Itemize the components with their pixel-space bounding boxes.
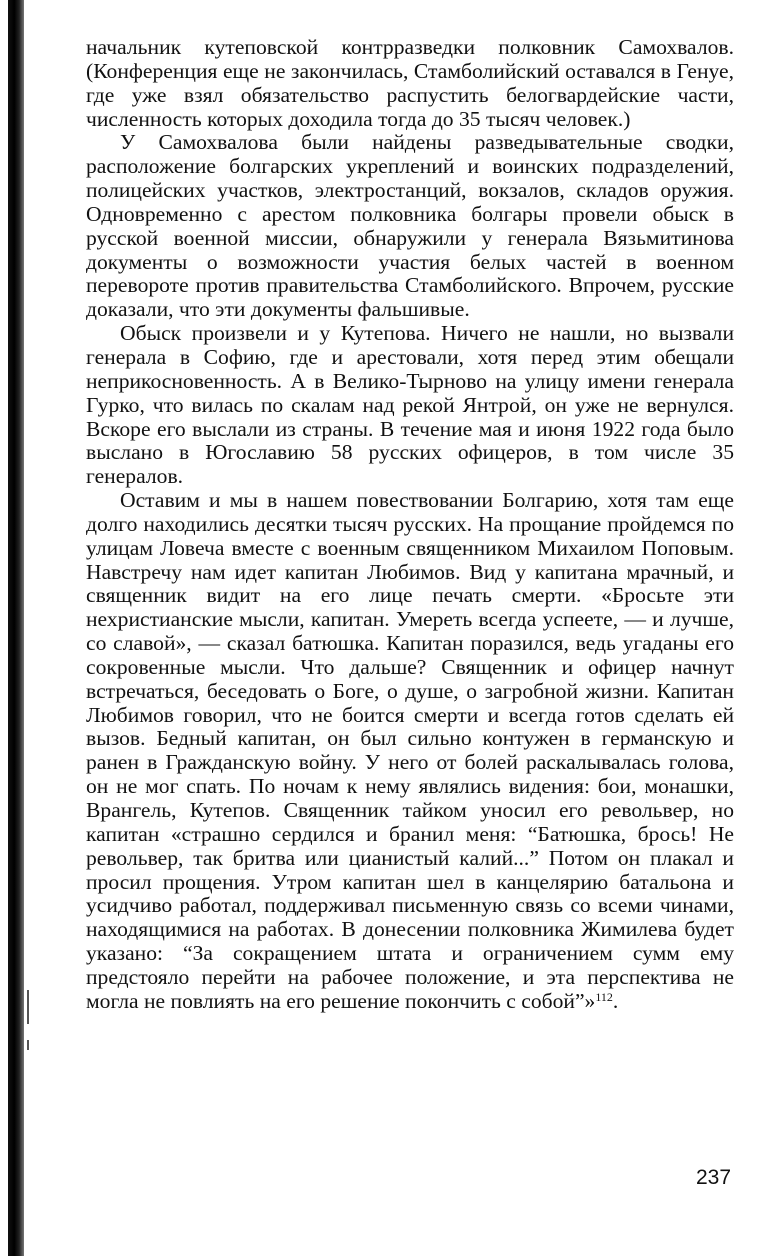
paragraph-4 [86, 489, 734, 1014]
paragraph-4-trailing-punctuation: . [612, 988, 619, 1013]
paragraph-2: У Самохвалова были найдены разведывательные сводки, расположение болгарских укреплений и воинских подразделений, полицейских участков, электростанций, вокзалов, складов оружия. Одновременно с арестом полковника болгары провели обыск в русской военной миссии, обнаружили у генерала Вязьмитинова документы о возможности участия белых частей в военном перевороте против правительства Стамболийского. Впрочем, русские доказали, что эти документы фальшивые. [86, 130, 734, 322]
page-binding-edge [8, 0, 24, 1256]
paragraph-4-text: Оставим и мы в нашем повествовании Болгарию, хотя там еще долго находились десятки тысяч русских. На прощание пройдемся по улицам Ловеча вместе с военным священником Михаилом Поповым. Навстречу нам идет капитан Любимов. Вид у капитана мрачный, и священник видит на его лице печать смерти. «Бросьте эти нехристианские мысли, капитан. Умереть всегда успеете, — и лучше, со славой», — сказал батюшка. Капитан поразился, ведь угаданы его сокровенные мысли. Что дальше? Священник и офицер начнут встречаться, беседовать о Боге, о душе, о загробной жизни. Капитан Любимов говорил, что не боится смерти и всегда готов сделать ей вызов. Бедный капитан, он был сильно контужен в германскую и ранен в Гражданскую войну. У него от болей раскалывалась голова, он не мог спать. По ночам к нему являлись видения: бои, монашки, Врангель, Кутепов. Священник тайком уносил его револьвер, но капитан «страшно сердился и бранил меня: “Батюшка, брось! Не револьвер, так бритва или цианистый калий...” Потом он плакал и просил прощения. Утром капитан шел в канцелярию батальона и усидчиво работал, поддерживал письменную связь со всеми чинами, находящимися на работах. В донесении полковника Жимилева будет указано: “За сокращением штата и ограничением сумм ему предстояло перейти на рабочее положение, и эта перспектива не могла не повлиять на его решение покончить с собой”» [86, 488, 734, 1013]
footnote-reference: 112 [595, 989, 613, 1004]
paragraph-1: начальник кутеповской контрразведки полковник Самохвалов. (Конференция еще не закончилась, Стамболийский оставался в Генуе, где уже взял обязательство распустить белогвардейские части, численность которых доходила тогда до 35 тысяч человек.) [86, 35, 734, 131]
paragraph-3: Обыск произвели и у Кутепова. Ничего не нашли, но вызвали генерала в Софию, где и арестовали, хотя перед этим обещали неприкосновенность. А в Велико-Тырново на улицу имени генерала Гурко, что вилась по скалам над рекой Янтрой, он уже не вернулся. Вскоре его выслали из страны. В течение мая и июня 1922 года было выслано в Югославию 58 русских офицеров, в том числе 35 генералов. [86, 321, 734, 489]
book-page-text [86, 36, 734, 1014]
scan-speck [27, 990, 29, 1024]
page-number: 237 [696, 1166, 732, 1189]
scan-speck [27, 1040, 29, 1050]
